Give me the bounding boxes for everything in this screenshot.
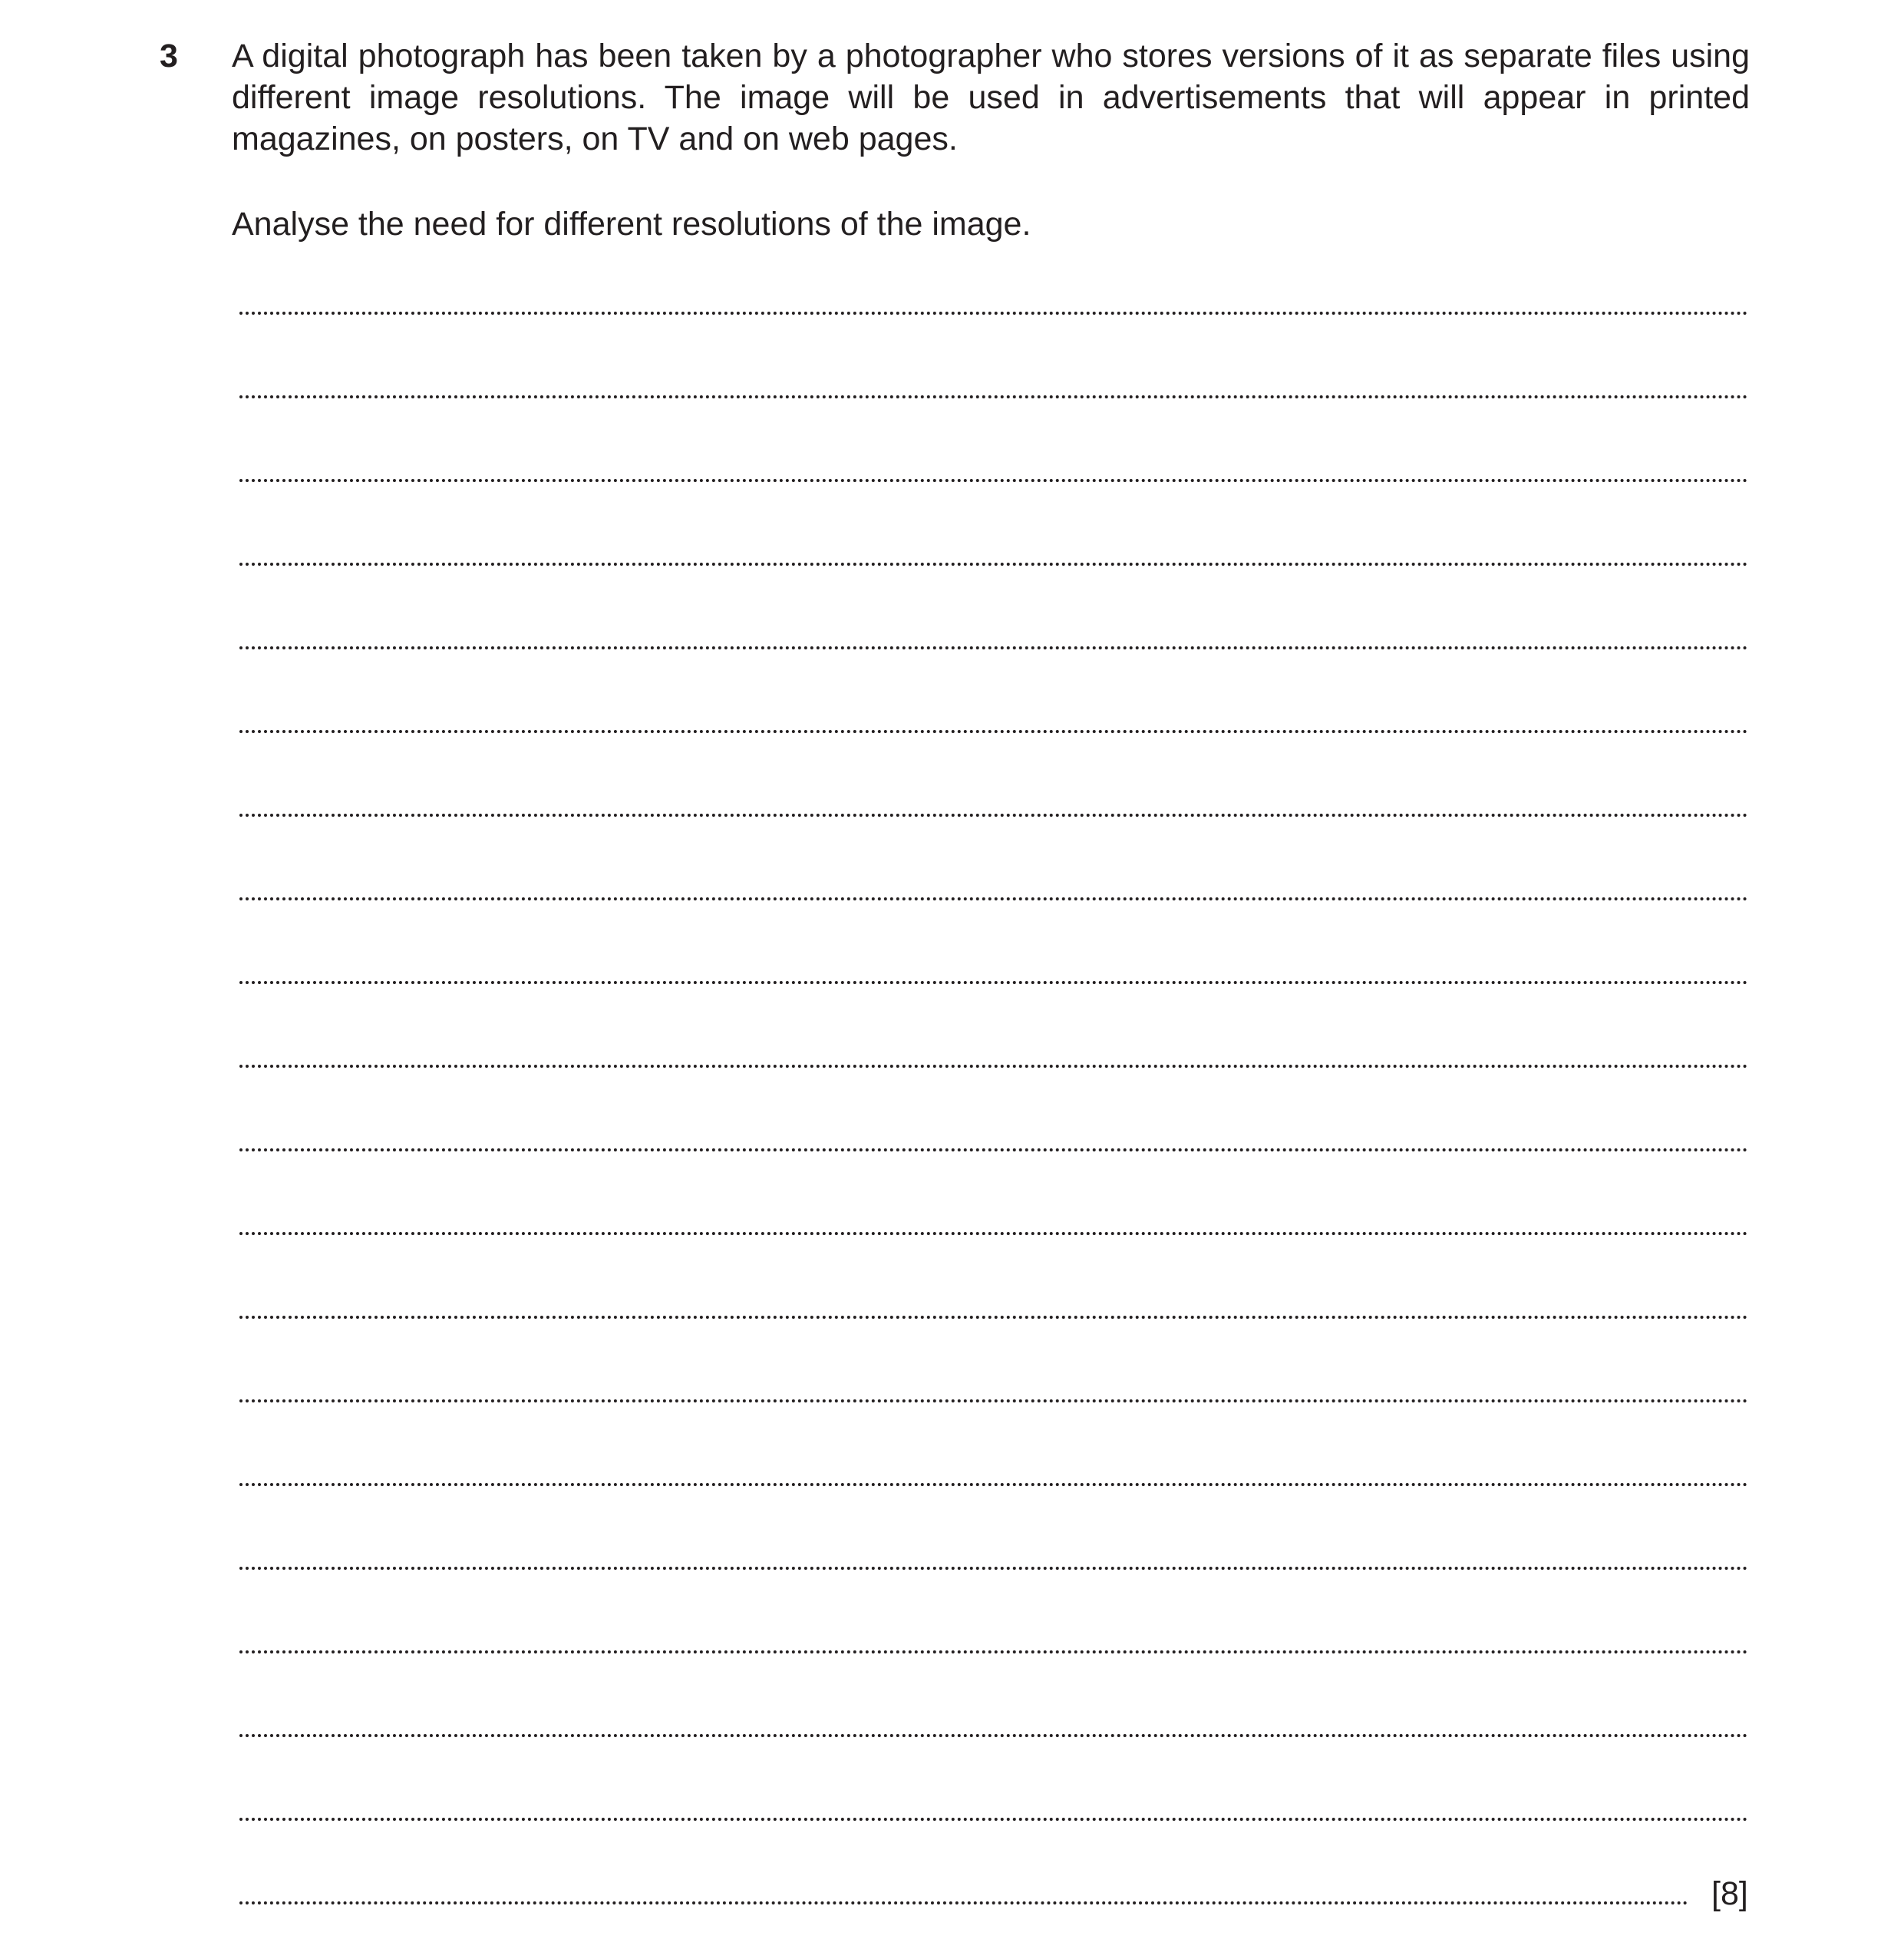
- answer-line[interactable]: [239, 1316, 1748, 1319]
- answer-line[interactable]: [239, 479, 1748, 482]
- answer-line[interactable]: [239, 1734, 1748, 1737]
- answer-line[interactable]: [239, 897, 1748, 900]
- answer-line[interactable]: [239, 646, 1748, 649]
- answer-line[interactable]: [239, 563, 1748, 566]
- answer-line[interactable]: [239, 395, 1748, 398]
- answer-line[interactable]: [239, 1483, 1748, 1486]
- answer-line[interactable]: [239, 312, 1748, 315]
- answer-line[interactable]: [239, 1232, 1748, 1235]
- answer-line[interactable]: [239, 981, 1748, 984]
- answer-line[interactable]: [239, 1148, 1748, 1151]
- answer-line[interactable]: [239, 1901, 1688, 1904]
- answer-line[interactable]: [239, 814, 1748, 817]
- answer-line[interactable]: [239, 730, 1748, 733]
- question-stem: A digital photograph has been taken by a photographer who stores versions of it as separate files using different image resolutions. The image will be used in advertisements that will appear in printed magazines, on posters, on TV and on web pages.: [232, 38, 1750, 157]
- question-instruction: Analyse the need for different resolutions of the image.: [232, 206, 1031, 243]
- answer-line[interactable]: [239, 1399, 1748, 1402]
- answer-line[interactable]: [239, 1065, 1748, 1068]
- answer-line[interactable]: [239, 1567, 1748, 1570]
- answer-line[interactable]: [239, 1650, 1748, 1653]
- question-number: 3: [160, 38, 178, 74]
- marks-label: [8]: [1711, 1875, 1748, 1912]
- answer-line[interactable]: [239, 1818, 1748, 1821]
